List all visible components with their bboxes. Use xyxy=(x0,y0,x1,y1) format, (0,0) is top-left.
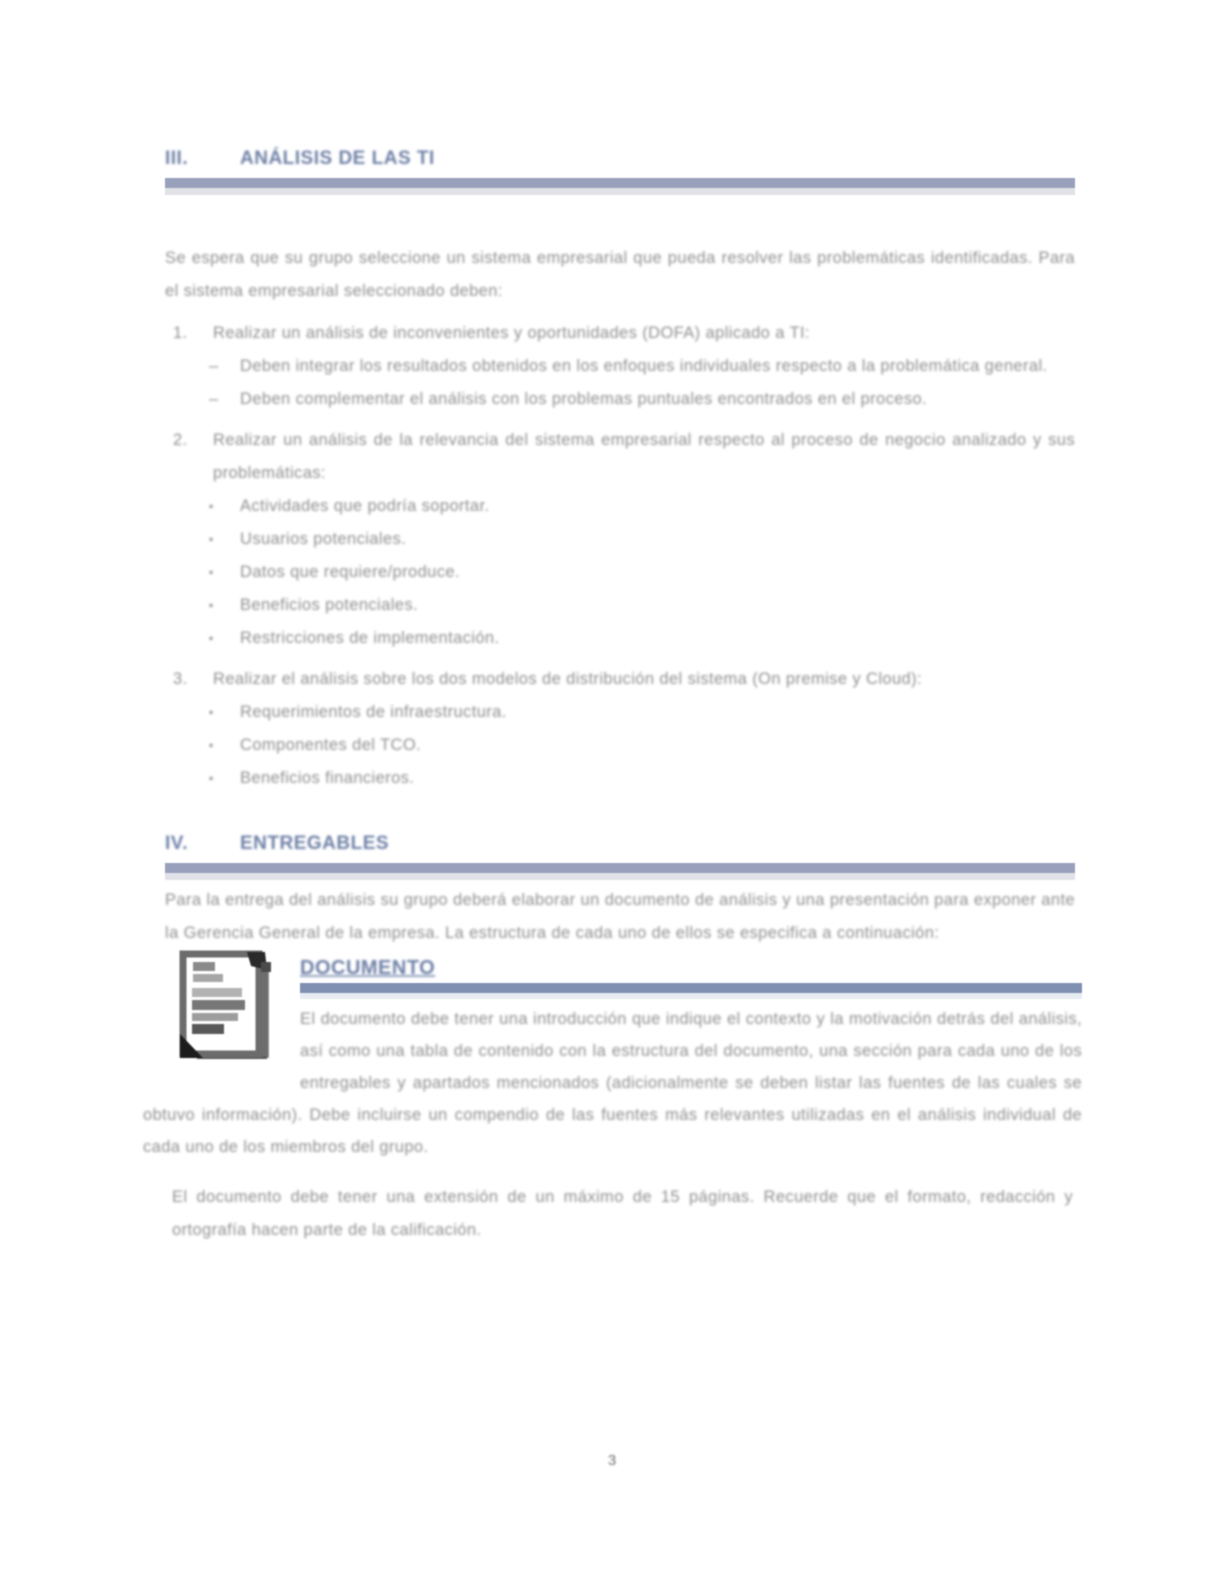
square-bullet-icon: ▪ xyxy=(209,565,214,579)
document-note-paragraph: El documento debe tener una extensión de un máximo de 15 páginas. Recuerde que el formato, redacción y ortografía hacen parte de la calificación. xyxy=(172,1188,1073,1239)
subitem-text: Datos que requiere/produce. xyxy=(240,563,460,581)
square-bullet-icon: ▪ xyxy=(209,631,214,645)
square-bullet-icon: ▪ xyxy=(209,738,214,752)
square-bullet-icon: ▪ xyxy=(209,598,214,612)
list-item xyxy=(165,663,1075,696)
list-item xyxy=(165,424,1075,490)
list-item-number: 3. xyxy=(173,670,188,688)
section-heading-analysis xyxy=(165,146,1075,172)
heading-rule xyxy=(165,178,1075,195)
list-subitem xyxy=(209,350,1075,383)
subitem-text: Beneficios financieros. xyxy=(240,769,415,787)
subitem-text: Usuarios potenciales. xyxy=(240,530,407,548)
list-subitem xyxy=(209,383,1075,416)
heading-rule xyxy=(165,863,1075,880)
rule-light-band xyxy=(165,188,1075,195)
page-number: 3 xyxy=(607,1452,617,1469)
rule-dark-band xyxy=(165,863,1075,873)
analysis-intro-paragraph: Se espera que su grupo seleccione un sistema empresarial que pueda resolver las problemáticas identificadas. Para el sistema empresarial seleccionado deben: xyxy=(165,249,1075,300)
section-heading-deliverables xyxy=(165,831,1075,857)
section-number: IV. xyxy=(165,833,188,854)
document-heading: DOCUMENTO xyxy=(300,957,436,979)
list-item-text: Realizar el análisis sobre los dos modelos de distribución del sistema (On premise y Cloud): xyxy=(213,670,923,688)
square-bullet-icon: ▪ xyxy=(209,771,214,785)
section-number: III. xyxy=(165,148,189,169)
dash-bullet-icon: – xyxy=(209,357,219,375)
subitem-text: Deben complementar el análisis con los problemas puntuales encontrados en el proceso. xyxy=(240,390,928,408)
document-heading-rule xyxy=(300,983,1082,999)
subitem-text: Actividades que podría soportar. xyxy=(240,497,490,515)
subitem-text: Requerimientos de infraestructura. xyxy=(240,703,507,721)
square-bullet-icon: ▪ xyxy=(209,705,214,719)
list-subitem xyxy=(209,589,1075,622)
document-block xyxy=(143,950,1082,1163)
analysis-list xyxy=(165,317,1075,795)
list-subitem xyxy=(209,729,1075,762)
rule-light-band xyxy=(165,873,1075,880)
section-title: ANÁLISIS DE LAS TI xyxy=(240,148,435,169)
square-bullet-icon: ▪ xyxy=(209,532,214,546)
list-subitem xyxy=(209,762,1075,795)
list-item-number: 1. xyxy=(173,324,188,342)
list-subitem xyxy=(209,490,1075,523)
list-subitem xyxy=(209,696,1075,729)
subitem-text: Beneficios potenciales. xyxy=(240,596,418,614)
list-subitem xyxy=(209,523,1075,556)
dash-bullet-icon: – xyxy=(209,390,219,408)
rule-dark-band xyxy=(300,983,1082,993)
list-item-text: Realizar un análisis de la relevancia del sistema empresarial respecto al proceso de negocio analizado y sus problemáticas: xyxy=(213,431,1075,482)
list-item-text: Realizar un análisis de inconvenientes y oportunidades (DOFA) aplicado a TI: xyxy=(213,324,810,342)
subitem-text: Restricciones de implementación. xyxy=(240,629,500,647)
list-item-number: 2. xyxy=(173,431,188,449)
square-bullet-icon: ▪ xyxy=(209,499,214,513)
list-subitem xyxy=(209,556,1075,589)
deliverables-intro-paragraph: Para la entrega del análisis su grupo deberá elaborar un documento de análisis y una presentación para exponer ante la Gerencia General de la empresa. La estructura de cada uno de ellos se especifica a continuación: xyxy=(165,891,1075,942)
page-content xyxy=(143,146,1082,1247)
rule-dark-band xyxy=(165,178,1075,188)
section-deliverables xyxy=(165,831,1075,950)
list-item xyxy=(165,317,1075,350)
section-title: ENTREGABLES xyxy=(240,833,390,854)
rule-light-band xyxy=(300,993,1082,999)
document-body-paragraph: El documento debe tener una introducción que indique el contexto y la motivación detrás del análisis, así como una tabla de contenido con la estructura del documento, una sección para cada uno de los entregables y apartados mencionados (adicionalmente se deben listar las fuentes de las cuales se obtuvo información). Debe incluirse un compendio de las fuentes más relevantes utilizadas en el análisis individual de cada uno de los miembros del grupo. xyxy=(143,1010,1082,1156)
subitem-text: Deben integrar los resultados obtenidos en los enfoques individuales respecto a la problemática general. xyxy=(240,357,1048,375)
subitem-text: Componentes del TCO. xyxy=(240,736,422,754)
list-subitem xyxy=(209,622,1075,655)
